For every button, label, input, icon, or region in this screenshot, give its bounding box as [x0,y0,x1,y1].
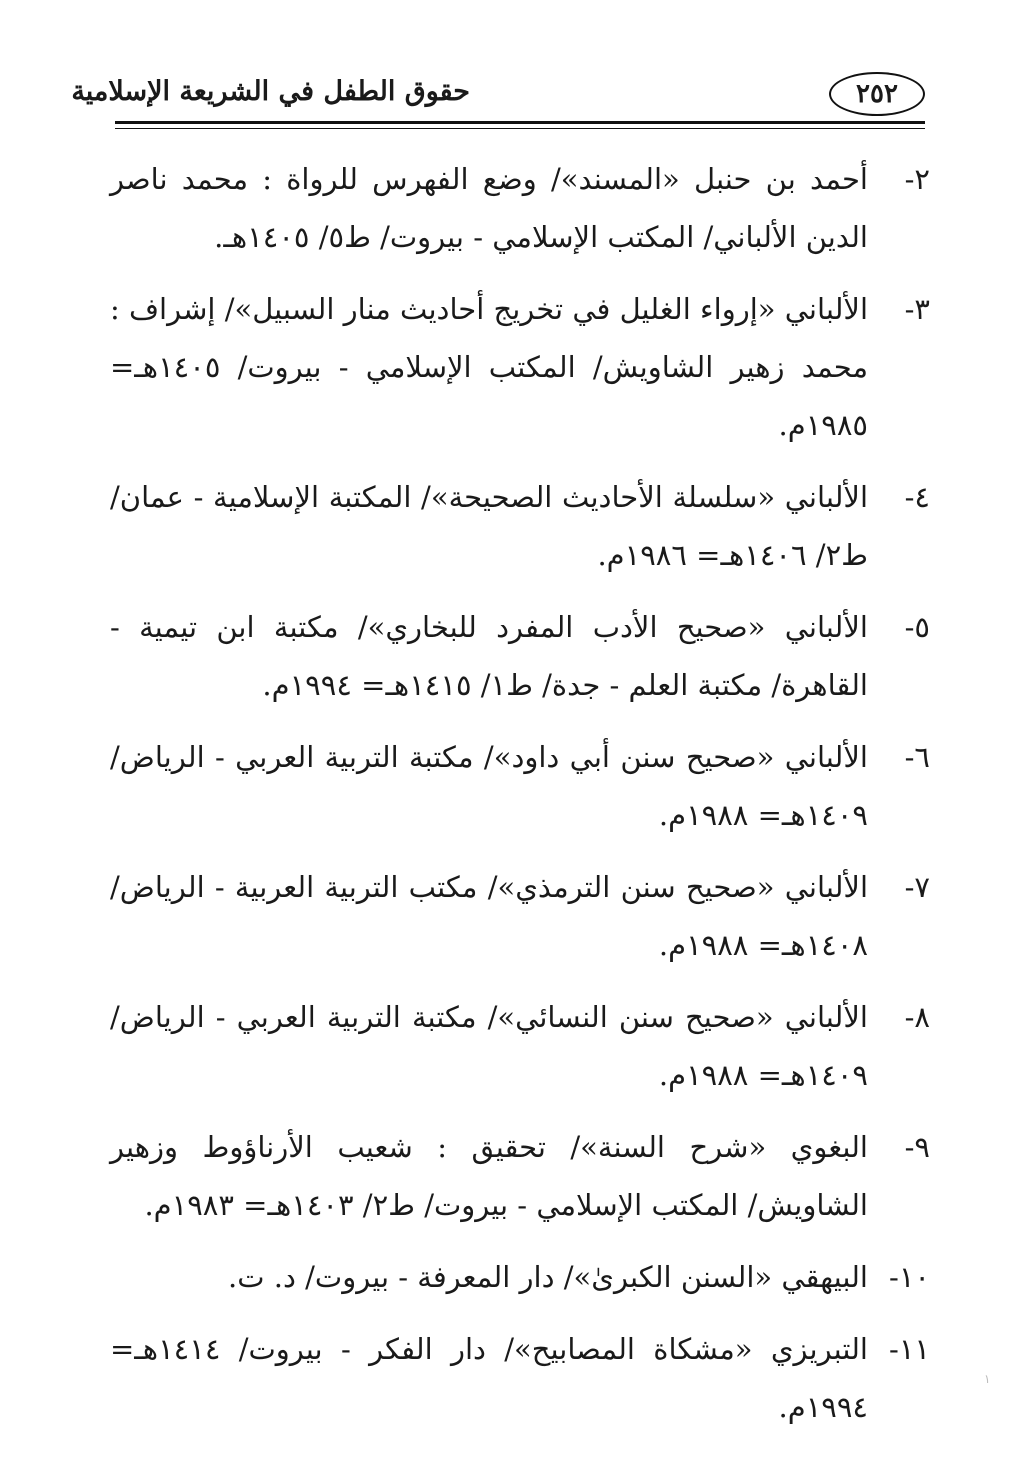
page-number-badge [829,72,925,116]
reference-text: البيهقي «السنن الكبرىٰ»/ دار المعرفة - بيروت/ د. ت. [228,1260,868,1294]
running-header [71,62,925,122]
reference-text: أحمد بن حنبل «المسند»/ وضع الفهرس للرواة : محمد ناصر الدين الألباني/ المكتب الإسلامي - بيروت/ ط٥/ ١٤٠٥هـ. [110,162,868,254]
reference-number: ٣- [904,292,930,326]
reference-item [110,1118,930,1234]
reference-text: الألباني «صحيح سنن النسائي»/ مكتبة التربية العربي - الرياض/ ١٤٠٩هـ= ١٩٨٨م. [110,1000,868,1092]
margin-mark: ١ [984,1372,991,1386]
header-rule-thick [115,121,925,124]
book-title: حقوق الطفل في الشريعة الإسلامية [71,76,470,107]
reference-number: ٦- [904,740,930,774]
reference-number: ٨- [904,1000,930,1034]
reference-item [110,468,930,584]
reference-item [110,858,930,974]
reference-item [110,988,930,1104]
reference-item [110,598,930,714]
reference-text: الألباني «صحيح سنن أبي داود»/ مكتبة التربية العربي - الرياض/ ١٤٠٩هـ= ١٩٨٨م. [110,740,868,832]
reference-text: البغوي «شرح السنة»/ تحقيق : شعيب الأرناؤوط وزهير الشاويش/ المكتب الإسلامي - بيروت/ ط٢/ ١٤٠٣هـ= ١٩٨٣م. [110,1130,868,1222]
reference-text: الألباني «صحيح سنن الترمذي»/ مكتب التربية العربية - الرياض/ ١٤٠٨هـ= ١٩٨٨م. [110,870,868,962]
reference-item [110,150,930,266]
reference-list [110,150,930,1450]
reference-number: ١١- [889,1332,930,1366]
reference-number: ٧- [904,870,930,904]
reference-number: ٤- [904,480,930,514]
reference-number: ١٠- [889,1260,930,1294]
reference-item [110,1248,930,1306]
reference-text: الألباني «سلسلة الأحاديث الصحيحة»/ المكتبة الإسلامية - عمان/ ط٢/ ١٤٠٦هـ= ١٩٨٦م. [110,480,868,572]
reference-text: التبريزي «مشكاة المصابيح»/ دار الفكر - بيروت/ ١٤١٤هـ= ١٩٩٤م. [110,1332,868,1424]
reference-number: ٥- [904,610,930,644]
reference-text: الألباني «صحيح الأدب المفرد للبخاري»/ مكتبة ابن تيمية - القاهرة/ مكتبة العلم - جدة/ ط١/ ١٤١٥هـ= ١٩٩٤م. [110,610,868,702]
reference-number: ٩- [904,1130,930,1164]
page-number: ٢٥٢ [856,79,898,109]
reference-item [110,1320,930,1436]
header-rule-thin [115,128,925,129]
reference-item [110,728,930,844]
reference-number: ٢- [904,162,930,196]
reference-text: الألباني «إرواء الغليل في تخريج أحاديث منار السبيل»/ إشراف : محمد زهير الشاويش/ المكتب الإسلامي - بيروت/ ١٤٠٥هـ= ١٩٨٥م. [110,292,868,442]
reference-item [110,280,930,454]
